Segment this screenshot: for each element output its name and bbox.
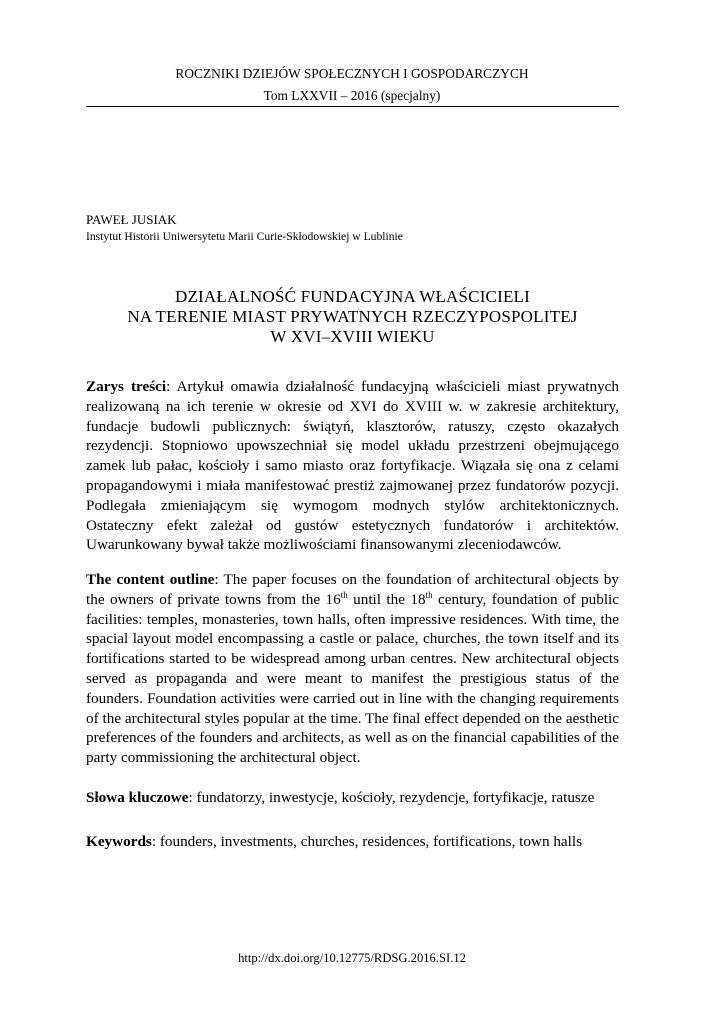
abstract-english-label: The content outline [86, 571, 215, 588]
author-affiliation: Instytut Historii Uniwersytetu Marii Curie-Skłodowskiej w Lublinie [86, 230, 403, 243]
keywords-english-label: Keywords [86, 833, 152, 850]
keywords-polish [86, 788, 619, 808]
abstract-polish [86, 377, 619, 555]
abstract-english-text-2: until the 18 [347, 590, 426, 608]
keywords-english [86, 832, 619, 852]
article-title-line-3: W XVI–XVIII WIEKU [270, 327, 435, 346]
abstract-english [86, 570, 619, 768]
journal-header [0, 63, 704, 107]
ordinal-suffix-2: th [425, 589, 433, 600]
abstract-polish-text: : Artykuł omawia działalność fundacyjną właścicieli miast prywatnych realizowaną na ich terenie w okresie od XVI do XVIII w. w zakresie architektury, fundacje budowli publicznych: świątyń, klasztorów, ratuszy, często okazałych rezydencji. Stopniowo upowszechniał się model układu przestrzeni obejmującego zamek lub pałac, kościoły i samo miasto oraz fortyfikacje. Wiązała się ona z celami propagandowymi i miała manifestować prestiż zajmowanej przez fundatorów pozycji. Podlegała zmieniającym się wymogom modnych stylów architektonicznych. Ostateczny efekt zależał od gustów estetycznych fundatorów i architektów. Uwarunkowany bywał także możliwościami finansowanymi zleceniodawców. [86, 378, 619, 554]
journal-title: ROCZNIKI DZIEJÓW SPOŁECZNYCH I GOSPODARCZYCH [175, 66, 529, 81]
abstract-english-text-1: : The paper focuses on the foundation of architectural objects by the owners of private towns from the 16 [86, 571, 619, 608]
abstract-english-text-3: century, foundation of public facilities: temples, monasteries, town halls, often impressive residences. With time, the spacial layout model encompassing a castle or palace, churches, the town itself and its fortifications started to be widespread among urban centres. New architectural objects served as propaganda and were meant to manifest the prestigious status of the founders. Foundation activities were carried out in line with the changing requirements of the architectural styles popular at the time. The final effect depended on the aesthetic preferences of the founders and architects, as well as on the financial capabilities of the party commissioning the architectural object. [86, 590, 620, 767]
keywords-english-text: : founders, investments, churches, residences, fortifications, town halls [151, 833, 583, 850]
keywords-polish-label: Słowa kluczowe [86, 789, 189, 806]
journal-volume: Tom LXXVII – 2016 (specjalny) [263, 88, 441, 103]
article-title [86, 287, 619, 347]
author-name: PAWEŁ JUSIAK [86, 212, 177, 227]
ordinal-suffix-1: th [340, 589, 348, 600]
abstract-polish-label: Zarys treści [86, 378, 167, 395]
article-title-line-2: NA TERENIE MIAST PRYWATNYCH RZECZYPOSPOLITEJ [127, 307, 578, 326]
doi-link[interactable]: http://dx.doi.org/10.12775/RDSG.2016.SI.12 [238, 951, 466, 965]
article-title-line-1: DZIAŁALNOŚĆ FUNDACYJNA WŁAŚCICIELI [175, 287, 530, 306]
keywords-polish-text: : fundatorzy, inwestycje, kościoły, rezydencje, fortyfikacje, ratusze [188, 789, 595, 806]
header-rule [86, 106, 619, 107]
